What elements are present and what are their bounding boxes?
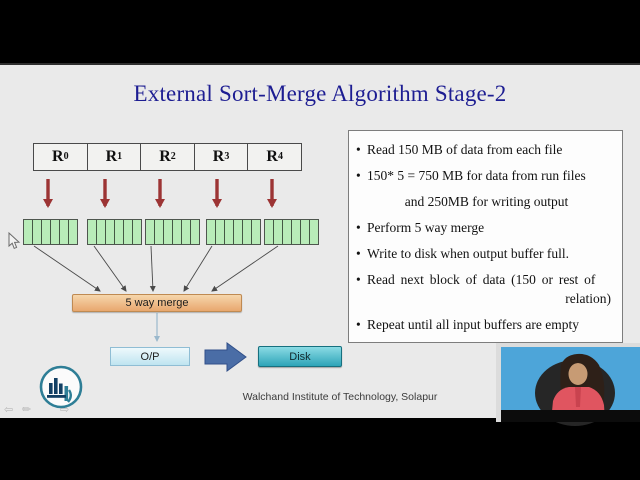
presenter-webcam [496,343,640,422]
run-file-cell: R 4 [266,148,283,165]
buffer-cell [24,220,33,244]
mouse-cursor-icon [8,233,21,255]
output-buffer-box: O/P [110,347,190,366]
run-to-buffer-arrows [48,179,272,206]
buffer-cell [292,220,301,244]
bullet-text: 150* 5 = 750 MB for data from run files [367,168,586,183]
run-file-cell: R 0 [34,144,88,170]
presenter-figure [501,347,640,422]
bullet-item [356,140,617,159]
merge-box: 5 way merge [72,294,242,312]
bullet-text: Read 150 MB of data from each file [367,142,563,157]
next-slide-arrow-icon[interactable]: ⇨ [60,404,70,416]
bullet-icon: • [356,317,361,332]
buffer-to-merge-lines [34,246,278,291]
buffer-cell [88,220,97,244]
page-title: External Sort-Merge Algorithm Stage-2 [133,81,507,106]
input-buffer [264,219,319,245]
disk-box: Disk [258,346,342,367]
buffer-cell [146,220,155,244]
bullet-icon: • [356,220,361,235]
run-file-cell: R 2 [141,144,195,170]
letterbox-top [0,0,640,63]
buffer-cell [252,220,260,244]
run-file-cell: R 1 [88,144,142,170]
buffer-cell [191,220,199,244]
input-buffer [87,219,142,245]
bullet-item [356,218,617,237]
buffer-cell [69,220,77,244]
bullet-icon: • [356,142,361,157]
buffer-cell [51,220,60,244]
buffer-cell [243,220,252,244]
buffer-cell [97,220,106,244]
buffer-cell [124,220,133,244]
institute-footer: Walchand Institute of Technology, Solapur [242,391,438,403]
bullet-text: Read next block of data (150 or rest of [367,272,596,287]
buffer-cell [42,220,51,244]
input-buffer [206,219,261,245]
output-to-disk-block-arrow [205,343,246,371]
bullet-icon: • [356,272,361,287]
buffer-cell [234,220,243,244]
bullet-icon: • [356,246,361,261]
bullet-text: Perform 5 way merge [367,220,485,235]
bullet-text: Repeat until all input buffers are empty [367,317,579,332]
buffer-cell [283,220,292,244]
bullet-item [356,270,617,289]
bullet-text: Write to disk when output buffer full. [367,246,570,261]
input-buffer [145,219,200,245]
notes-panel [348,130,623,343]
input-buffer [23,219,78,245]
buffer-cell [155,220,164,244]
buffer-cell [207,220,216,244]
bullet-continuation: relation) [565,291,611,306]
buffer-cell [164,220,173,244]
buffer-cell [274,220,283,244]
bullet-item [356,166,617,185]
buffer-cell [310,220,318,244]
slideshow-nav-controls [0,403,90,419]
buffer-cell [106,220,115,244]
buffer-cell [225,220,234,244]
buffer-cell [182,220,191,244]
buffer-cell [216,220,225,244]
bullet-continuation: and 250MB for writing output [404,194,569,209]
buffer-cell [115,220,124,244]
buffer-cell [265,220,274,244]
letterbox-bottom [0,418,640,480]
buffer-cell [301,220,310,244]
bullet-icon: • [356,168,361,183]
bullet-item [356,315,617,334]
run-files-table [33,143,302,171]
buffer-cell [60,220,69,244]
run-file-cell: R 3 [195,144,249,170]
buffer-cell [33,220,42,244]
prev-slide-arrow-icon[interactable]: ⇦ [4,404,14,416]
buffer-cell [133,220,141,244]
pen-tool-icon[interactable]: ✏ [22,404,32,416]
buffer-cell [173,220,182,244]
bullet-item [356,244,617,263]
